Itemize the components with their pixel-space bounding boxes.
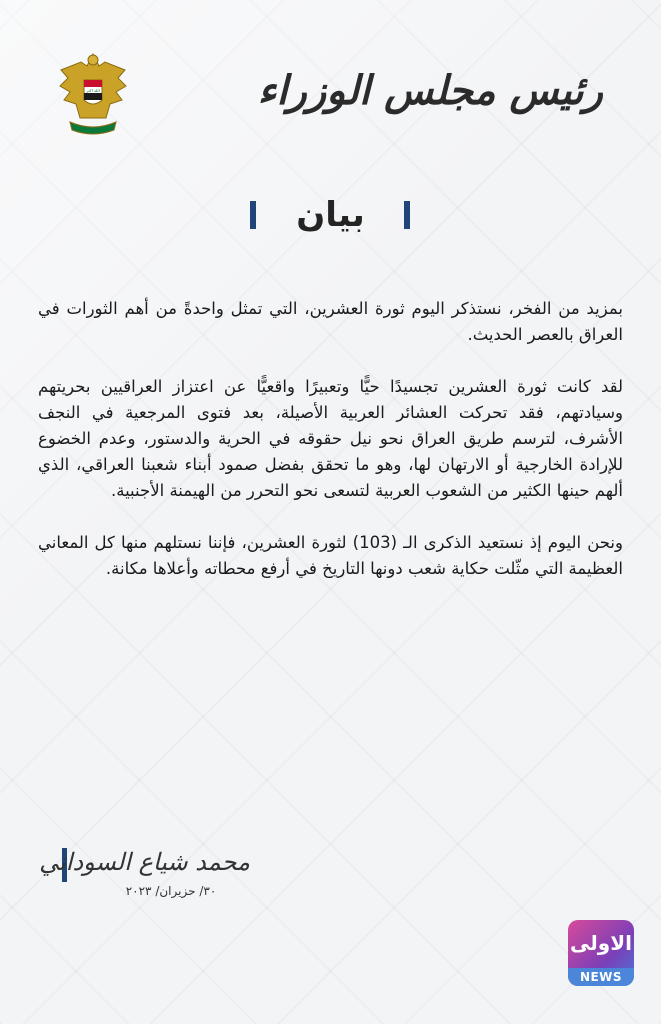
watermark-brand: الاولى [570,931,632,955]
statement-body [38,296,623,608]
paragraph: لقد كانت ثورة العشرين تجسيدًا حيًّا وتعبيرًا واقعيًّا عن اعتزاز العراقيين بحريتهم وسيادتهم، فقد تحركت العشائر العربية الأصيلة، بعد فتوى المرجعية في النجف الأشرف، لترسم طريق العراق نحو نيل حقوقه في الحرية والدستور، وعدم الخضوع للإرادة الخارجية أو الارتهان لها، وهو ما تحقق بفضل صمود أبناء شعبنا العراقي، الذي ألهم حينها الكثير من الشعوب العربية لتسعى نحو التحرر من الهيمنة الأجنبية. [38,377,623,500]
svg-text:الله اكبر: الله اكبر [86,88,100,93]
paragraph: ونحن اليوم إذ نستعيد الذكرى الـ (103) لثورة العشرين، فإننا نستلهم منها كل المعاني العظيمة التي مثّلت حكاية شعب دونها التاريخ في أرفع محطاته وأعلاها مكانة. [38,533,623,578]
watermark-news-label: NEWS [568,968,634,986]
office-title-calligraphy: رئيس مجلس الوزراء [257,67,603,114]
news-watermark-logo [568,920,634,986]
statement-date: ٣٠/ حزيران/ ٢٠٢٣ [125,884,217,898]
signature: محمد شياع السوداني [39,848,250,876]
iraq-eagle-emblem-icon [58,48,128,140]
document-title: بيان [296,195,365,235]
paragraph: بمزيد من الفخر، نستذكر اليوم ثورة العشرين، التي تمثل واحدةً من أهم الثورات في العراق بالعصر الحديث. [38,299,623,344]
